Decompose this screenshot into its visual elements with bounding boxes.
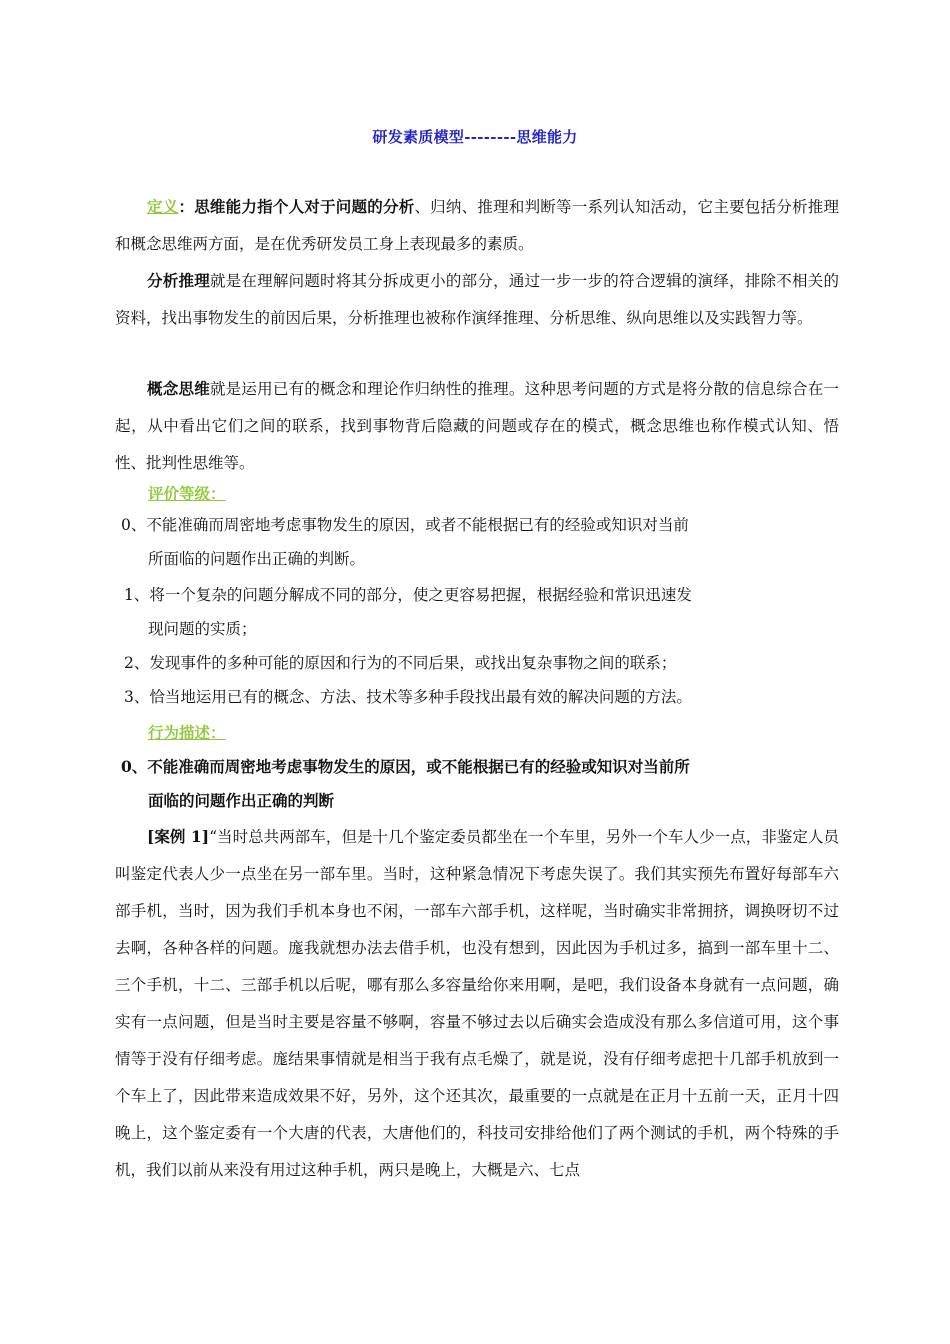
rating-level-3: 3、恰当地运用已有的概念、方法、技术等多种手段找出最有效的解决问题的方法。 (124, 688, 692, 706)
concept-term: 概念思维 (147, 379, 210, 398)
analysis-paragraph (115, 262, 839, 337)
definition-bold-text: 思维能力指个人对于问题的分析 (194, 197, 415, 216)
definition-text: 、归纳、推理和判断等一系列认知活动，它主要包括分析推理和概念思维两方面，是在优秀研发员工身上表现最多的素质。 (115, 198, 839, 253)
behavior-level-0-line1: 0、不能准确而周密地考虑事物发生的原因，或不能根据已有的经验或知识对当前所 (121, 757, 690, 776)
rating-heading: 评价等级： (148, 484, 226, 503)
behavior-heading: 行为描述： (148, 723, 226, 742)
definition-colon: ： (178, 197, 195, 216)
rating-level-0-line2: 所面临的问题作出正确的判断。 (148, 550, 366, 568)
case-paragraph (115, 818, 839, 1189)
concept-paragraph (115, 370, 839, 482)
rating-level-2: 2、发现事件的多种可能的原因和行为的不同后果，或找出复杂事物之间的联系； (124, 654, 677, 672)
concept-text: 就是运用已有的概念和理论作归纳性的推理。这种思考问题的方式是将分散的信息综合在一起，从中看出它们之间的联系，找到事物背后隐藏的问题或存在的模式，概念思维也称作模式认知、悟性、批判性思维等。 (115, 380, 839, 472)
document-title: 研发素质模型--------思维能力 (372, 128, 578, 146)
definition-paragraph (115, 188, 839, 263)
rating-level-1-line2: 现问题的实质； (148, 620, 257, 638)
case-label: [案例 1] (147, 827, 210, 846)
definition-label: 定义 (147, 197, 179, 216)
rating-level-0-line1: 0、不能准确而周密地考虑事物发生的原因，或者不能根据已有的经验或知识对当前 (121, 516, 689, 534)
analysis-text: 就是在理解问题时将其分拆成更小的部分，通过一步一步的符合逻辑的演绎，排除不相关的资料，找出事物发生的前因后果，分析推理也被称作演绎推理、分析思维、纵向思维以及实践智力等。 (115, 272, 839, 327)
analysis-term: 分析推理 (147, 271, 210, 290)
case-text: “当时总共两部车，但是十几个鉴定委员都坐在一个车里，另外一个车人少一点，非鉴定人员叫鉴定代表人少一点坐在另一部车里。当时，这种紧急情况下考虑失误了。我们其实预先布置好每部车六部手机，当时，因为我们手机本身也不闲，一部车六部手机，这样呢，当时确实非常拥挤，调换呀切不过去啊，各种各样的问题。庬我就想办法去借手机，也没有想到，因此因为手机过多，搞到一部车里十二、三个手机，十二、三部手机以后呢，哪有那么多容量给你来用啊，是吧，我们设备本身就有一点问题，确实有一点问题，但是当时主要是容量不够啊，容量不够过去以后确实会造成没有那么多信道可用，这个事情等于没有仔细考虑。庬结果事情就是相当于我有点毛燥了，就是说，没有仔细考虑把十几部手机放到一个车上了，因此带来造成效果不好，另外，这个还其次，最重要的一点就是在正月十五前一天，正月十四晚上，这个鉴定委有一个大唐的代表，大唐他们的，科技司安排给他们了两个测试的手机，两个特殊的手机，我们以前从来没有用过这种手机，两只是晚上，大概是六、七点 (115, 828, 839, 1179)
rating-level-1-line1: 1、将一个复杂的问题分解成不同的部分，使之更容易把握，根据经验和常识迅速发 (124, 586, 692, 604)
behavior-level-0-line2: 面临的问题作出正确的判断 (148, 791, 335, 810)
